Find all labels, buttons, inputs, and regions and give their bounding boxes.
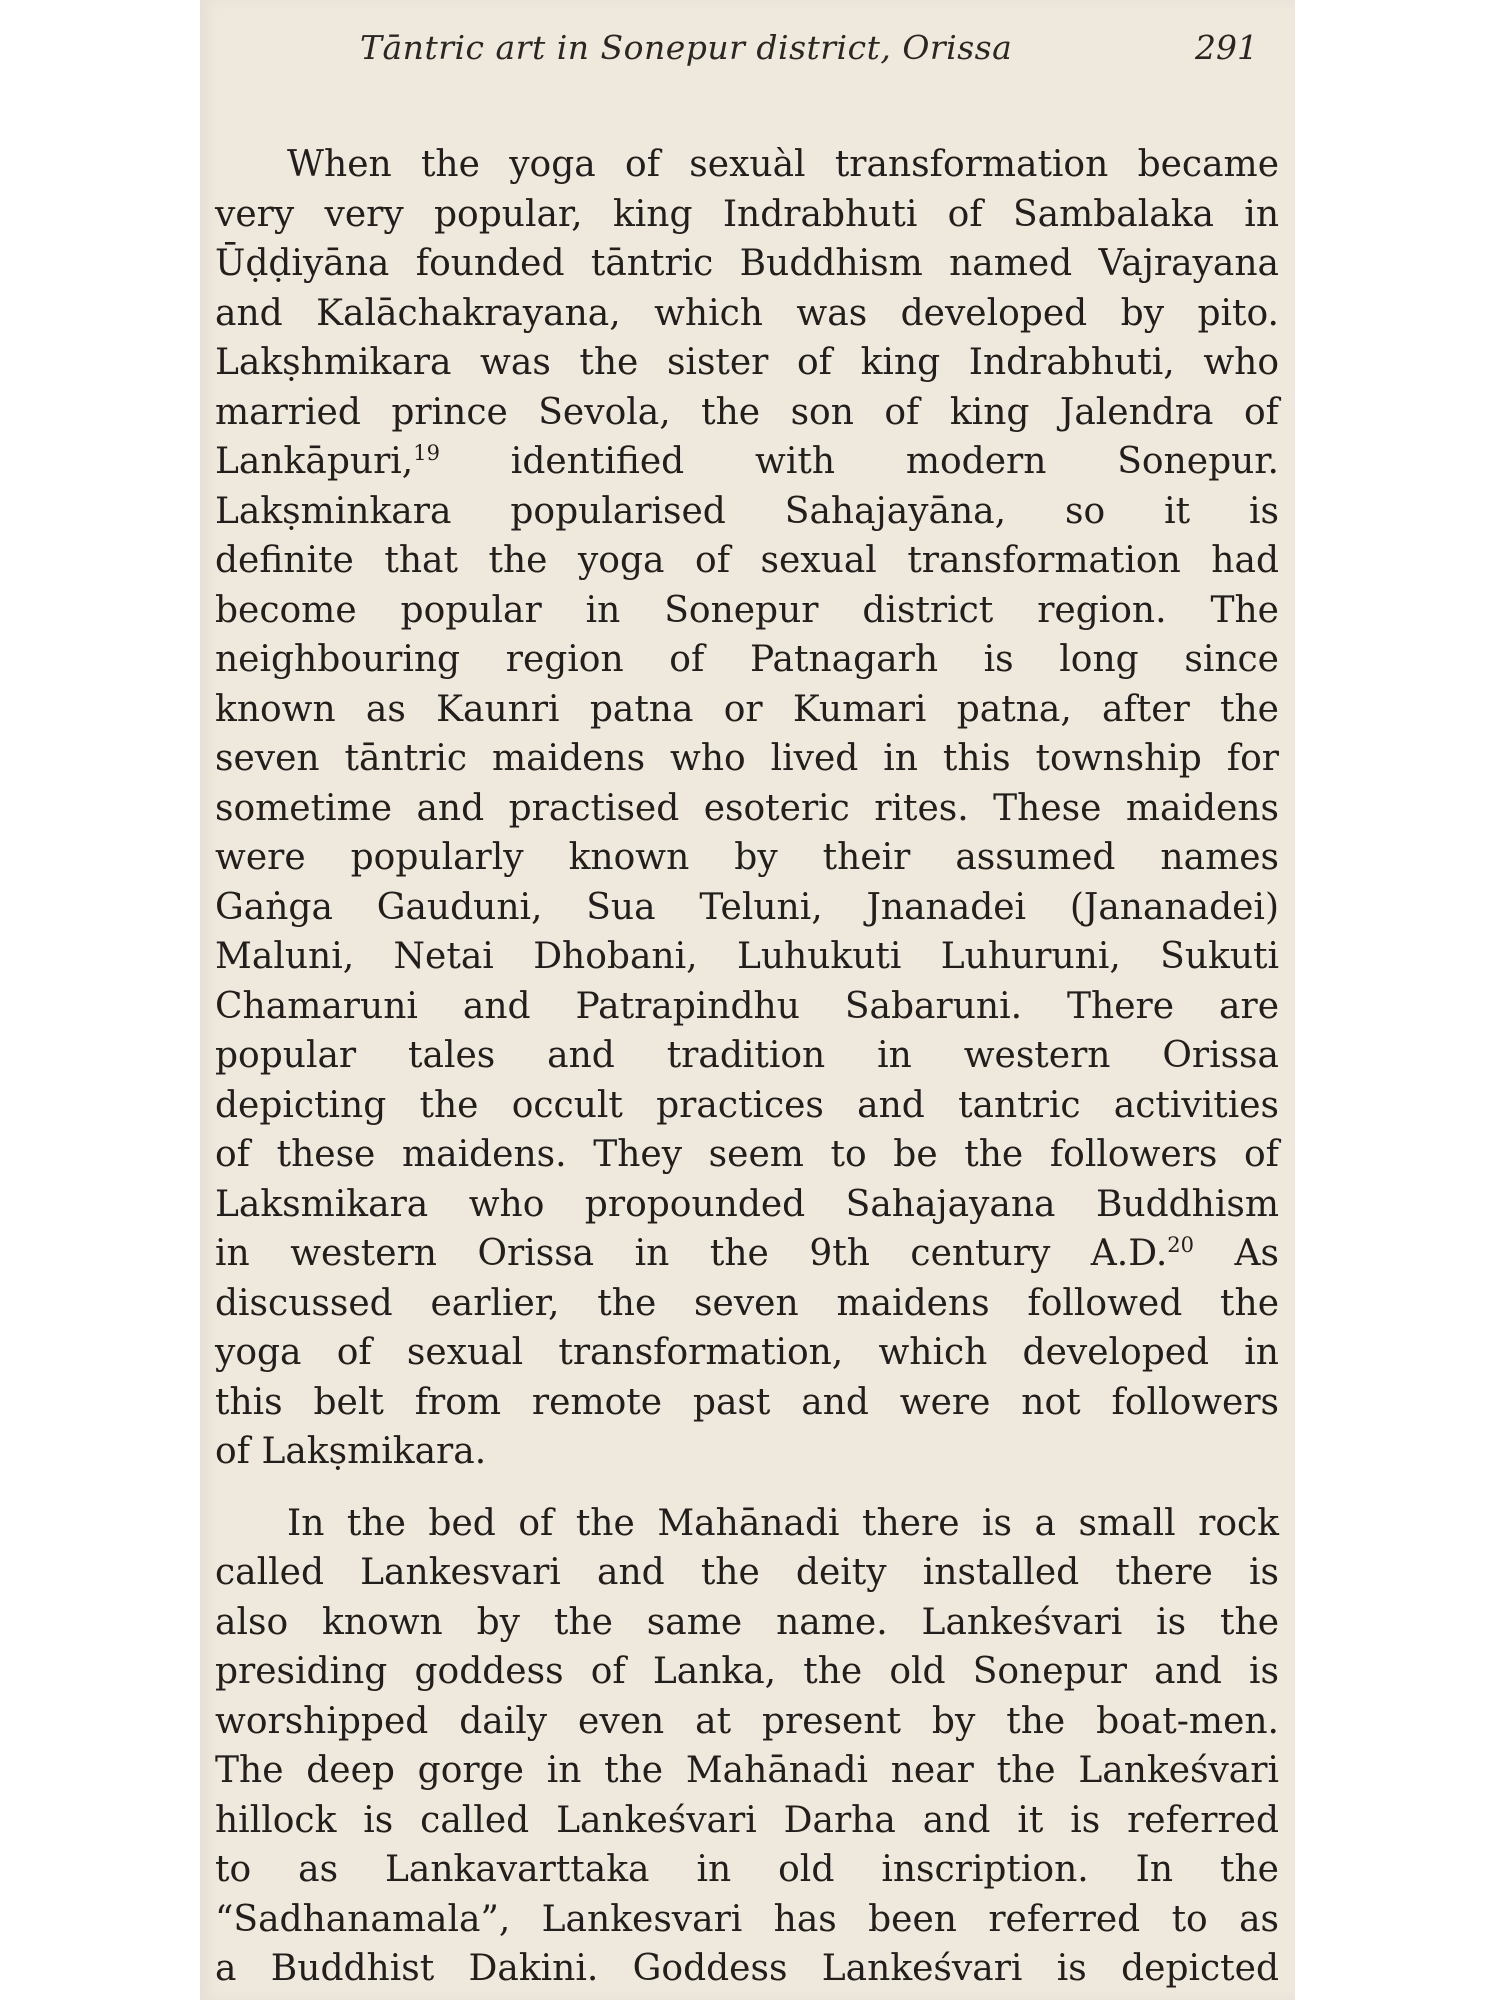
text-line: Gaṅga Gauduni, Sua Teluni, Jnanadei (Jananadei)	[215, 886, 1279, 928]
text-line: presiding goddess of Lanka, the old Sonepur and is	[215, 1651, 1279, 1692]
text-line: become popular in Sonepur district region. The	[215, 589, 1279, 631]
footnote-ref: 19	[413, 441, 440, 465]
text-line: When the yoga of sexuàl transformation became	[287, 144, 1279, 185]
text-line: Laksmikara who propounded Sahajayana Buddhism	[215, 1183, 1279, 1225]
text-line: a Buddhist Dakini. Goddess Lankeśvari is depicted	[215, 1948, 1279, 1989]
text-line: definite that the yoga of sexual transformation had	[215, 540, 1279, 581]
text-line: depicting the occult practices and tantric activities	[215, 1084, 1279, 1126]
text-line: Maluni, Netai Dhobani, Luhukuti Luhuruni, Sukuti	[215, 936, 1279, 977]
text-line: this belt from remote past and were not followers	[215, 1381, 1279, 1423]
running-head	[200, 28, 1295, 78]
paragraph	[215, 1499, 1279, 1994]
text-line: Chamaruni and Patrapindhu Sabaruni. There are	[215, 985, 1279, 1027]
text-line: hillock is called Lankeśvari Darha and it is referred	[215, 1799, 1279, 1841]
text-line: married prince Sevola, the son of king Jalendra of	[215, 391, 1279, 433]
text-line: Ūḍḍiyāna founded tāntric Buddhism named Vajrayana	[215, 243, 1279, 284]
text-line: In the bed of the Mahānadi there is a small rock	[287, 1502, 1279, 1544]
text-line: discussed earlier, the seven maidens followed the	[215, 1282, 1279, 1324]
running-title: Tāntric art in Sonepur district, Orissa	[360, 28, 1013, 67]
text-line: Lakṣminkara popularised Sahajayāna, so it is	[215, 490, 1279, 532]
text-line: Lankāpuri,$^{19}$ identified with modern Sonepur.	[215, 441, 1279, 482]
text-line: “Sadhanamala”, Lankesvari has been referred to as	[215, 1898, 1279, 1940]
text-line: in western Orissa in the 9th century A.D.$^{20}$ As	[215, 1233, 1279, 1274]
text-line: and Kalāchakrayana, which was developed by pito.	[215, 292, 1279, 334]
text-line: very very popular, king Indrabhuti of Sambalaka in	[215, 193, 1279, 235]
text-line: to as Lankavarttaka in old inscription. In the	[215, 1849, 1279, 1890]
text-line: neighbouring region of Patnagarh is long since	[215, 639, 1279, 680]
footnote-ref: 20	[1167, 1233, 1194, 1257]
text-line: of Lakṣmikara.	[215, 1431, 487, 1472]
text-line: yoga of sexual transformation, which developed in	[215, 1332, 1279, 1373]
page-number: 291	[1195, 28, 1258, 67]
text-line: known as Kaunri patna or Kumari patna, after the	[215, 688, 1279, 730]
text-line: sometime and practised esoteric rites. These maidens	[215, 787, 1279, 829]
text-line: were popularly known by their assumed names	[215, 837, 1279, 878]
text-line: Lakṣhmikara was the sister of king Indrabhuti, who	[215, 342, 1279, 383]
text-line: worshipped daily even at present by the boat-men.	[215, 1700, 1279, 1742]
text-line: popular tales and tradition in western Orissa	[215, 1035, 1279, 1076]
text-line: The deep gorge in the Mahānadi near the Lankeśvari	[215, 1750, 1279, 1791]
body-text	[215, 140, 1279, 1994]
text-line: also known by the same name. Lankeśvari is the	[215, 1601, 1279, 1643]
text-line: of these maidens. They seem to be the followers of	[215, 1134, 1279, 1175]
text-line: called Lankesvari and the deity installed there is	[215, 1552, 1279, 1593]
text-line: seven tāntric maidens who lived in this township for	[215, 738, 1279, 779]
paragraph	[215, 140, 1279, 1477]
